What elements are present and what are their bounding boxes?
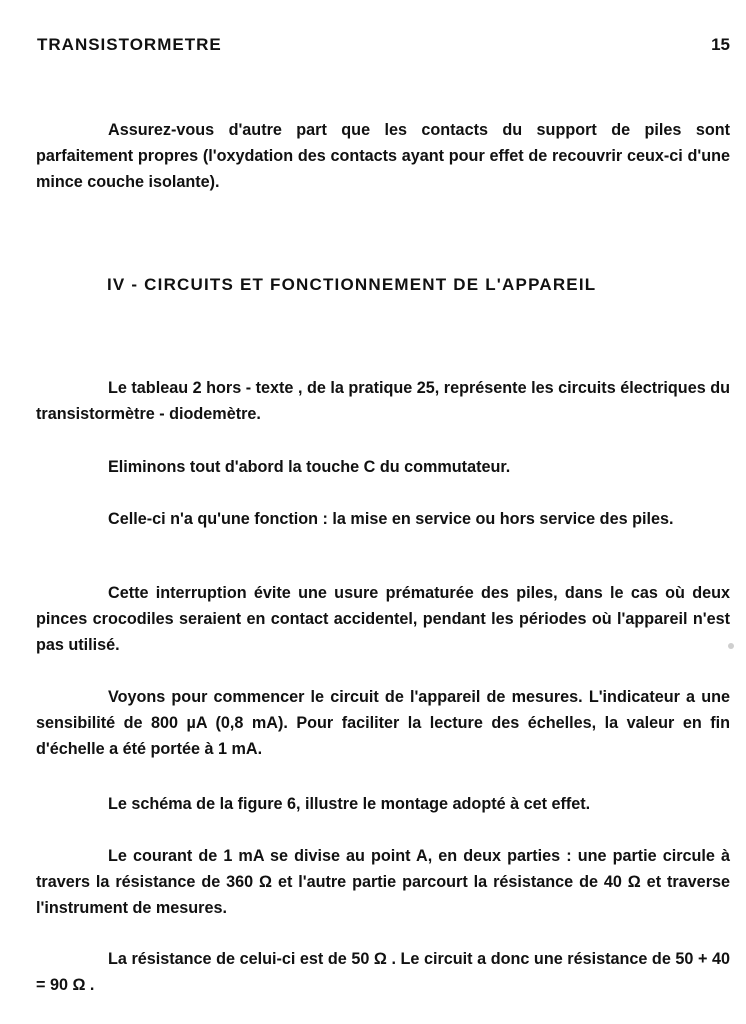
paragraph-tableau: Le tableau 2 hors - texte , de la pratique 25, représente les circuits électriques du transistormètre - diodemètre. [36,379,730,423]
paragraph-courant: Le courant de 1 mA se divise au point A, en deux parties : une partie circule à travers la résistance de 360 Ω et l'autre partie parcourt la résistance de 40 Ω et traverse l'instrument de mesures. [36,847,730,917]
paragraph-fonction: Celle-ci n'a qu'une fonction : la mise en service ou hors service des piles. [108,510,674,528]
paragraph-touche-c: Eliminons tout d'abord la touche C du commutateur. [108,458,511,476]
paragraph-schema: Le schéma de la figure 6, illustre le montage adopté à cet effet. [108,795,591,813]
section-heading: IV - CIRCUITS ET FONCTIONNEMENT DE L'APPAREIL [107,275,597,294]
page-number: 15 [711,35,730,54]
paragraph-resistance: La résistance de celui-ci est de 50 Ω . Le circuit a donc une résistance de 50 + 40 = 90 Ω . [36,950,730,994]
paragraph-interruption: Cette interruption évite une usure prématurée des piles, dans le cas où deux pinces crocodiles seraient en contact accidentel, pendant les périodes où l'appareil n'est pas utilisé. [36,584,730,654]
paragraph-indicateur: Voyons pour commencer le circuit de l'appareil de mesures. L'indicateur a une sensibilité de 800 µA (0,8 mA). Pour faciliter la lecture des échelles, la valeur en fin d'échelle a été portée à 1 mA. [36,688,730,758]
print-speck [728,643,734,649]
running-header-title: TRANSISTORMETRE [37,35,222,54]
paragraph-contacts: Assurez-vous d'autre part que les contacts du support de piles sont parfaitement propres (l'oxydation des contacts ayant pour effet de recouvrir ceux-ci d'une mince couche isolante). [36,121,730,191]
